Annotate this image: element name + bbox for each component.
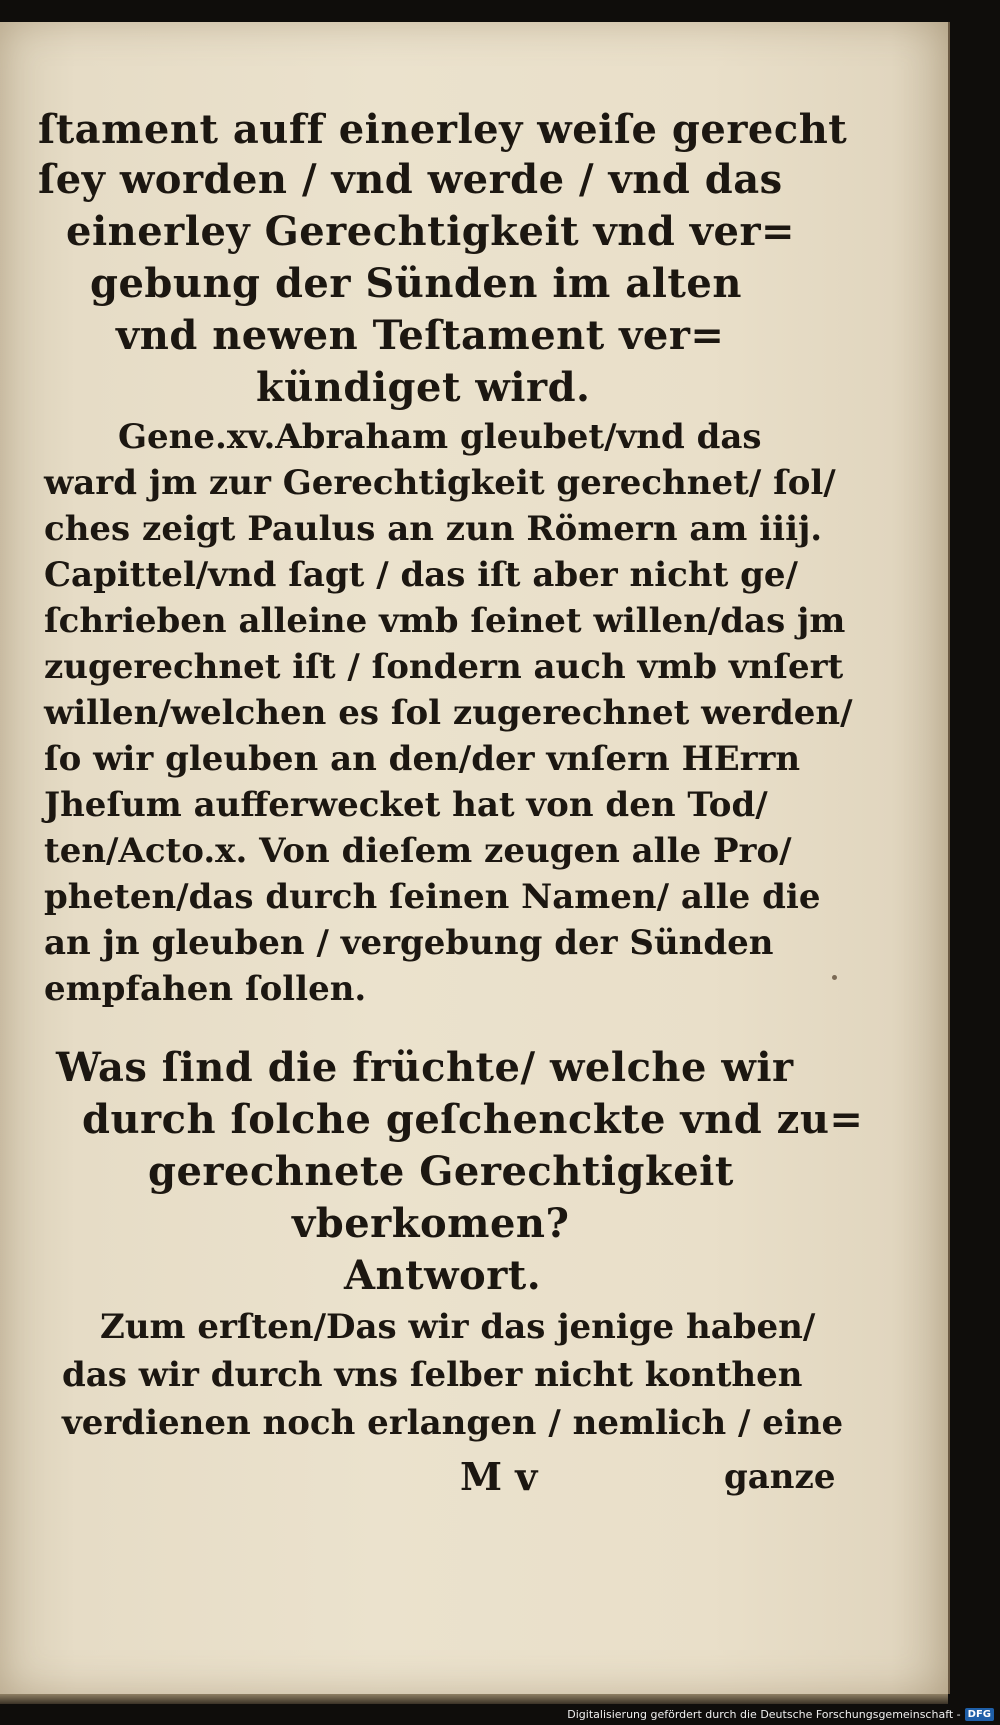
digitization-footer [567,1708,994,1721]
text-line: Zum erſten/Das wir das jenige haben/ [100,1307,816,1347]
heading-line: vberkomen? [292,1200,570,1247]
page-bottom-edge [0,1694,948,1704]
text-line: ſtament auff einerley weiſe gerecht [38,106,848,153]
text-line: ſey worden / vnd werde / vnd das [38,156,783,203]
text-line: gebung der Sünden im alten [90,260,742,307]
footer-credit: Digitalisierung gefördert durch die Deutsche Forschungsgemeinschaft - [567,1708,961,1721]
catchword: ganze [724,1457,836,1497]
heading-line: gerechnete Gerechtigkeit [148,1148,734,1195]
text-line: zugerechnet iſt / ſondern auch vmb vnſert [44,647,844,687]
text-line: ward jm zur Gerechtigkeit gerechnet/ ſol/ [44,463,836,503]
ink-speck [832,975,837,980]
text-line: empfahen ſollen. [44,969,367,1009]
text-line: ten/Acto.x. Von dieſem zeugen alle Pro/ [44,831,792,871]
text-line: pheten/das durch ſeinen Namen/ alle die [44,877,821,917]
text-line: Gene.xv.Abraham gleubet/vnd das [118,417,762,457]
text-line: ſo wir gleuben an den/der vnſern HErrn [44,739,801,779]
dfg-logo-icon: DFG [965,1708,994,1721]
text-line: ſchrieben alleine vmb ſeinet willen/das jm [44,601,846,641]
heading-line: Was ſind die früchte/ welche wir [56,1044,794,1091]
text-line: das wir durch vns ſelber nicht konthen [62,1355,803,1395]
signature-mark: M v [460,1454,538,1499]
text-line: Capittel/vnd ſagt / das iſt aber nicht ge/ [44,555,798,595]
text-line: verdienen noch erlangen / nemlich / eine [62,1403,844,1443]
heading-line: durch ſolche geſchenckte vnd zu= [82,1096,864,1143]
text-line: kündiget wird. [256,364,591,411]
text-line: an jn gleuben / vergebung der Sünden [44,923,774,963]
text-line: willen/welchen es ſol zugerechnet werden/ [44,693,853,733]
text-line: Jheſum aufferwecket hat von den Tod/ [44,785,768,825]
heading-answer: Antwort. [344,1252,542,1299]
text-line: vnd newen Teſtament ver= [116,312,725,359]
text-line: ches zeigt Paulus an zun Römern am iiij. [44,509,823,549]
text-line: einerley Gerechtigkeit vnd ver= [66,208,796,255]
